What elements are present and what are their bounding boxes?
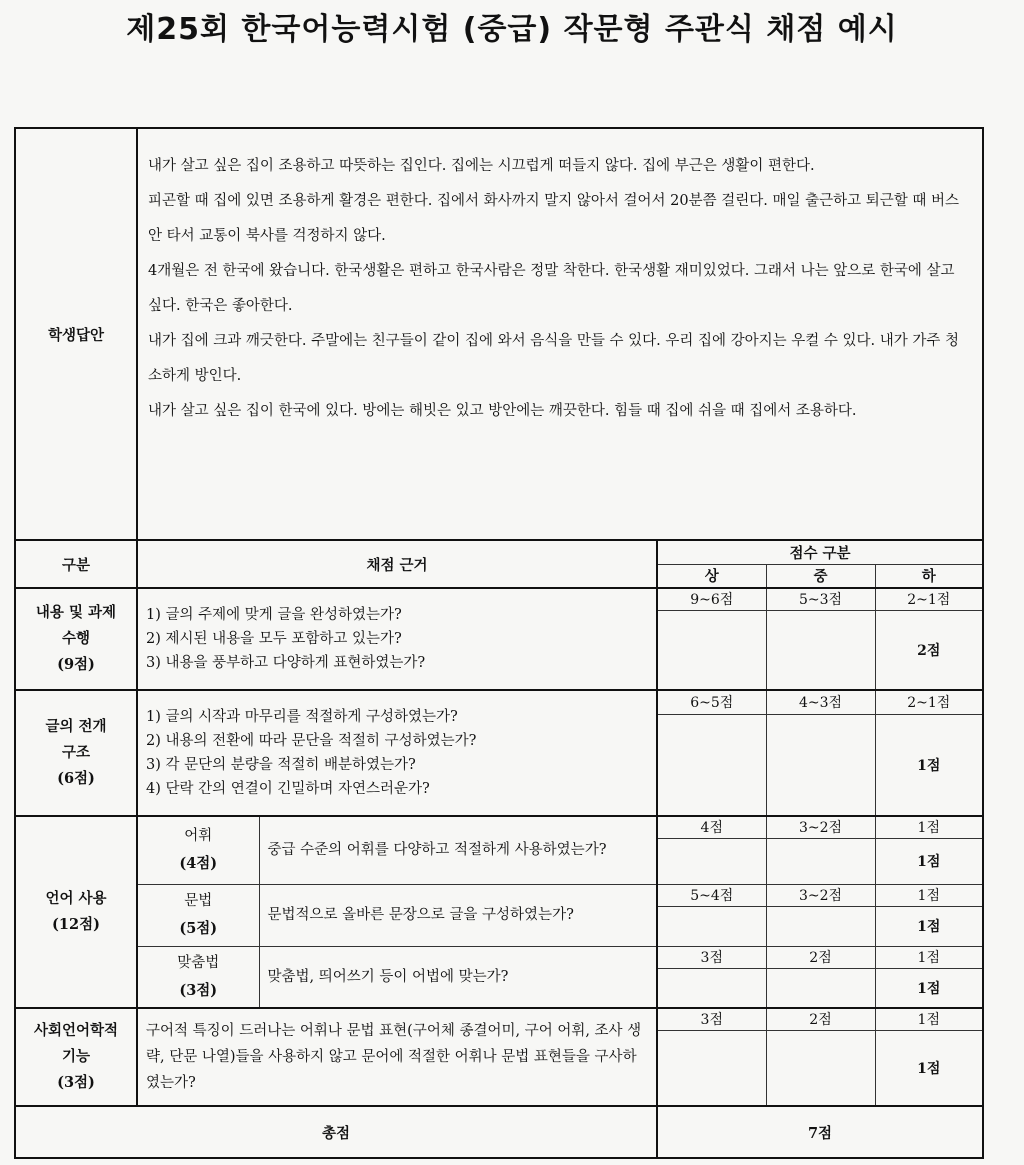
socio-high-mark [657, 1030, 766, 1106]
total-value: 7점 [657, 1106, 983, 1158]
structure-label: 글의 전개 구조 (6점) [15, 690, 137, 816]
answer-paragraph: 내가 집에 크과 깨긋한다. 주말에는 친구들이 같이 집에 와서 음식을 만들 수 있다. 우리 집에 강아지는 우컬 수 있다. 내가 가주 청소하게 방인다. [148, 333, 959, 384]
spelling-low: 1점 [875, 946, 983, 968]
spelling-mid: 2점 [766, 946, 875, 968]
answer-row [15, 128, 983, 540]
grading-table [14, 127, 984, 1159]
header-score-div: 점수 구분 [657, 540, 983, 564]
content-row [15, 588, 983, 610]
vocab-high-mark [657, 838, 766, 884]
answer-text [137, 128, 983, 540]
spelling-high: 3점 [657, 946, 766, 968]
vocab-low: 1점 [875, 816, 983, 838]
grammar-label: 문법 (5점) [137, 884, 259, 946]
vocab-row [15, 816, 983, 838]
answer-paragraph: 4개월은 전 한국에 왔습니다. 한국생활은 편하고 한국사람은 정말 착한다. 한국생활 재미있었다. 그래서 나는 앞으로 한국에 살고 싶다. 한국은 좋아한다. [148, 263, 955, 314]
answer-label: 학생답안 [15, 128, 137, 540]
vocab-desc: 중급 수준의 어휘를 다양하고 적절하게 사용하였는가? [259, 816, 657, 884]
vocab-mid: 3~2점 [766, 816, 875, 838]
content-criteria: 1) 글의 주제에 맞게 글을 완성하였는가? 2) 제시된 내용을 모두 포함하고 있는가? 3) 내용을 풍부하고 다양하게 표현하였는가? [137, 588, 657, 690]
grammar-given: 1점 [875, 906, 983, 946]
spelling-desc: 맞춤법, 띄어쓰기 등이 어법에 맞는가? [259, 946, 657, 1008]
answer-paragraph: 내가 살고 싶은 집이 조용하고 따뜻하는 집인다. 집에는 시끄럽게 떠들지 않다. 집에 부근은 생활이 편한다. [148, 158, 815, 174]
grammar-high: 5~4점 [657, 884, 766, 906]
answer-paragraph: 피곤할 때 집에 있면 조용하게 활경은 편한다. 집에서 화사까지 말지 않아서 걸어서 20분쯤 걸린다. 매일 출근하고 퇴근할 때 버스 안 타서 교통이 북사를 걱정하지 않다. [148, 193, 959, 244]
spelling-row [15, 946, 983, 968]
content-label: 내용 및 과제 수행 (9점) [15, 588, 137, 690]
vocab-given: 1점 [875, 838, 983, 884]
socio-row [15, 1008, 983, 1030]
header-low: 하 [875, 564, 983, 588]
grammar-row [15, 884, 983, 906]
page-title: 제25회 한국어능력시험 (중급) 작문형 주관식 채점 예시 [126, 12, 898, 47]
structure-mid: 4~3점 [766, 690, 875, 714]
grammar-high-mark [657, 906, 766, 946]
header-high: 상 [657, 564, 766, 588]
header-basis: 채점 근거 [137, 540, 657, 588]
content-mid-mark [766, 610, 875, 690]
structure-row [15, 690, 983, 714]
answer-paragraph: 내가 살고 싶은 집이 한국에 있다. 방에는 해빗은 있고 방안에는 깨끗한다. 힘들 때 집에 쉬을 때 집에서 조용하다. [148, 403, 857, 419]
spelling-given: 1점 [875, 968, 983, 1008]
vocab-mid-mark [766, 838, 875, 884]
grammar-mid-mark [766, 906, 875, 946]
spelling-mid-mark [766, 968, 875, 1008]
content-high: 9~6점 [657, 588, 766, 610]
header-category: 구분 [15, 540, 137, 588]
header-mid: 중 [766, 564, 875, 588]
structure-low: 2~1점 [875, 690, 983, 714]
structure-given: 1점 [875, 714, 983, 816]
socio-criteria: 구어적 특징이 드러나는 어휘나 문법 표현(구어체 종결어미, 구어 어휘, 조사 생략, 단문 나열)들을 사용하지 않고 문어에 적절한 어휘나 문법 표현들을 구사하였는가? [137, 1008, 657, 1106]
content-mid: 5~3점 [766, 588, 875, 610]
structure-high: 6~5점 [657, 690, 766, 714]
total-label: 총점 [15, 1106, 657, 1158]
socio-given: 1점 [875, 1030, 983, 1106]
content-low: 2~1점 [875, 588, 983, 610]
vocab-label: 어휘 (4점) [137, 816, 259, 884]
structure-high-mark [657, 714, 766, 816]
socio-low: 1점 [875, 1008, 983, 1030]
total-row [15, 1106, 983, 1158]
socio-high: 3점 [657, 1008, 766, 1030]
vocab-high: 4점 [657, 816, 766, 838]
socio-mid: 2점 [766, 1008, 875, 1030]
grammar-low: 1점 [875, 884, 983, 906]
content-high-mark [657, 610, 766, 690]
spelling-high-mark [657, 968, 766, 1008]
socio-mid-mark [766, 1030, 875, 1106]
grammar-mid: 3~2점 [766, 884, 875, 906]
content-given: 2점 [875, 610, 983, 690]
structure-criteria: 1) 글의 시작과 마무리를 적절하게 구성하였는가? 2) 내용의 전환에 따라 문단을 적절히 구성하였는가? 3) 각 문단의 분량을 적절히 배분하였는가? 4) 단락 간의 연결이 긴밀하며 자연스러운가? [137, 690, 657, 816]
language-label: 언어 사용 (12점) [15, 816, 137, 1008]
socio-label: 사회언어학적 기능 (3점) [15, 1008, 137, 1106]
spelling-label: 맞춤법 (3점) [137, 946, 259, 1008]
header-row [15, 540, 983, 564]
grammar-desc: 문법적으로 올바른 문장으로 글을 구성하였는가? [259, 884, 657, 946]
structure-mid-mark [766, 714, 875, 816]
